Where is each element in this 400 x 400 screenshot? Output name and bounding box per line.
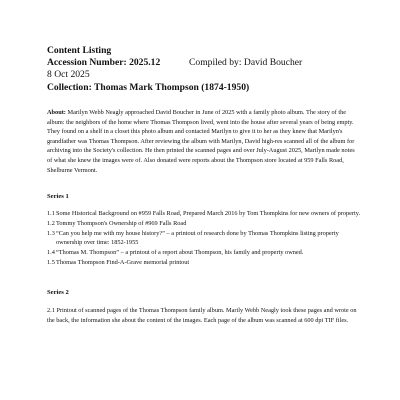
item-number: 1.3: [47, 229, 55, 237]
series-2-heading: Series 2: [47, 289, 69, 296]
item-text: Some Historical Background on #959 Falls Road, Prepared March 2016 by Tom Thompkins for new owners of property.: [56, 210, 361, 217]
accession-number: Accession Number: 2025.12: [47, 57, 161, 68]
collection-title: Collection: Thomas Mark Thompson (1874-1950): [47, 82, 250, 93]
about-text: Marilyn Webb Neagly approached David Boucher in June of 2025 with a family photo album. The story of the album: the neighbors of the home where Thomas Thompson lived, went into the house after several years of being empty. They found on a shelf in a closet this photo album and contacted Marilyn to give it to her as they knew that Marilyn's grandfather was Thomas Thompson. After reviewing the album with Marilyn, David high-res scanned all of the album for archiving into the Society's collection. He then printed the scanned pages and over July-August 2025, Marilyn made notes of what she knew the images were of. Also donated were reports about the Thompson store located at 959 Falls Road, Shelburne Vermont.: [47, 109, 355, 174]
item-number: 1.2: [47, 219, 55, 227]
about-label: About:: [47, 109, 66, 116]
item-text: Tommy Thompson's Ownership of #969 Falls Road: [56, 219, 187, 227]
item-text: “Thomas M. Thompson” – a printout of a report about Thompson, his family and property owned.: [56, 249, 304, 257]
list-item: [47, 258, 363, 268]
item-text: “Can you help me with my house history?” – a printout of research done by Thomas Thompkins listing property ownership over time: 1852-1955: [56, 229, 339, 247]
item-text: Thomas Thompson Find-A-Grave memorial printout: [56, 258, 190, 266]
list-item: [47, 209, 363, 219]
about-paragraph: [47, 108, 359, 175]
series-1-list: [47, 209, 363, 268]
item-number: 1.5: [47, 258, 55, 266]
list-item: [47, 219, 363, 229]
item-number: 1.4: [47, 249, 55, 257]
series-2-paragraph: 2.1 Printout of scanned pages of the Thomas Thompson family album. Marily Webb Neagly took these pages and wrote on the back, the information she about the content of the images. Each page of the album was scanned at 600 dpi TIF files.: [47, 307, 357, 324]
item-number: 1.1: [47, 210, 55, 217]
series-1-heading: Series 1: [47, 193, 69, 200]
list-item: [47, 248, 363, 258]
date: 8 Oct 2025: [47, 69, 90, 80]
list-item: [47, 229, 363, 249]
page-title: Content Listing: [47, 45, 112, 56]
compiled-by: Compiled by: David Boucher: [189, 57, 303, 68]
